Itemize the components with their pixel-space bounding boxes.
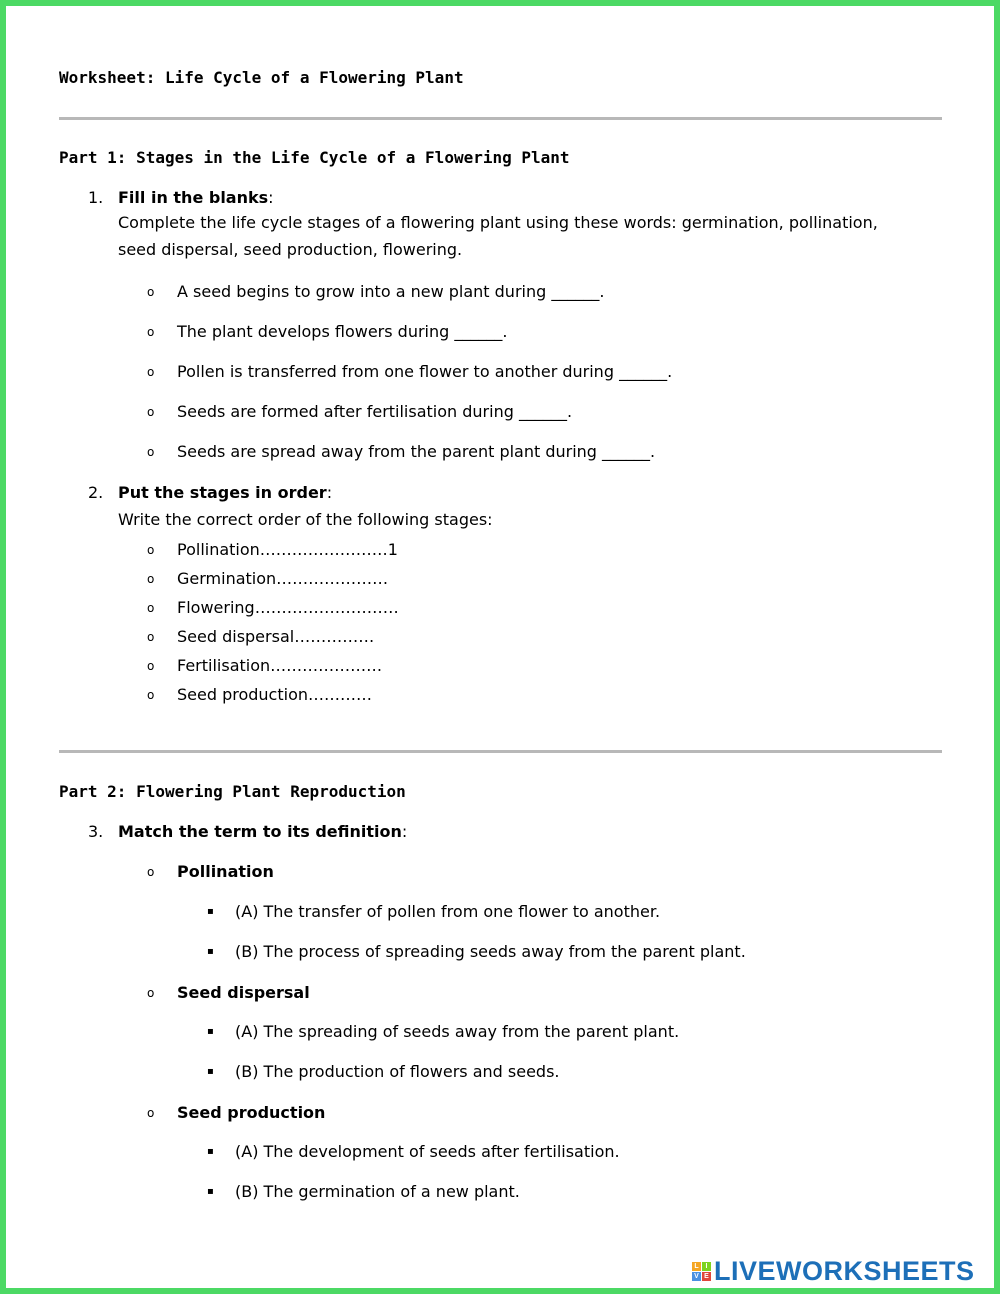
logo-letter: E xyxy=(702,1272,711,1281)
circle-bullet: o xyxy=(147,688,155,702)
circle-bullet: o xyxy=(147,325,155,339)
q1-blank-item-5: Seeds are spread away from the parent plant during ______. xyxy=(177,442,656,461)
page-title: Worksheet: Life Cycle of a Flowering Plant xyxy=(59,68,464,87)
q3-term-3-option-a: (A) The development of seeds after fertilisation. xyxy=(235,1142,620,1161)
q1-instructions-line2: seed dispersal, seed production, flowering. xyxy=(118,240,463,259)
circle-bullet: o xyxy=(147,445,155,459)
q1-blank-item-1: A seed begins to grow into a new plant during ______. xyxy=(177,282,605,301)
circle-bullet: o xyxy=(147,365,155,379)
q2-label: Put the stages in order xyxy=(118,483,327,502)
q1-blank-item-2: The plant develops flowers during ______. xyxy=(177,322,508,341)
q3-term-2: Seed dispersal xyxy=(177,983,310,1002)
circle-bullet: o xyxy=(147,865,155,879)
q3-term-3: Seed production xyxy=(177,1103,326,1122)
q2-number: 2. xyxy=(88,483,104,502)
square-bullet: ▪ xyxy=(207,906,214,917)
logo-letter: I xyxy=(702,1262,711,1271)
square-bullet: ▪ xyxy=(207,1146,214,1157)
q3-term-3-option-b: (B) The germination of a new plant. xyxy=(235,1182,520,1201)
q2-order-item-4: Seed dispersal…………… xyxy=(177,627,375,646)
liveworksheets-logo xyxy=(692,1256,975,1287)
circle-bullet: o xyxy=(147,1106,155,1120)
q1-instructions-line1: Complete the life cycle stages of a flowering plant using these words: germination, pollination, xyxy=(118,213,878,232)
q2-order-item-3: Flowering……………………… xyxy=(177,598,399,617)
q3-term-2-option-b: (B) The production of flowers and seeds. xyxy=(235,1062,560,1081)
q2-order-item-5: Fertilisation………………… xyxy=(177,656,383,675)
logo-text: LIVEWORKSHEETS xyxy=(714,1256,975,1286)
square-bullet: ▪ xyxy=(207,1066,214,1077)
q1-colon: : xyxy=(268,188,274,207)
q3-term-1-option-b: (B) The process of spreading seeds away from the parent plant. xyxy=(235,942,746,961)
q3-term-1-option-a: (A) The transfer of pollen from one flower to another. xyxy=(235,902,661,921)
part1-heading: Part 1: Stages in the Life Cycle of a Flowering Plant xyxy=(59,148,570,167)
circle-bullet: o xyxy=(147,630,155,644)
q2-colon: : xyxy=(326,483,333,502)
q3-heading xyxy=(118,822,407,841)
q2-order-item-6: Seed production………… xyxy=(177,685,372,704)
q2-order-item-2: Germination………………… xyxy=(177,569,389,588)
logo-mark-icon xyxy=(692,1262,711,1281)
q1-number: 1. xyxy=(88,188,104,207)
q2-heading xyxy=(118,483,332,502)
logo-letter: V xyxy=(692,1272,701,1281)
q3-number: 3. xyxy=(88,822,104,841)
square-bullet: ▪ xyxy=(207,1186,214,1197)
circle-bullet: o xyxy=(147,405,155,419)
square-bullet: ▪ xyxy=(207,1026,214,1037)
q3-term-2-option-a: (A) The spreading of seeds away from the parent plant. xyxy=(235,1022,680,1041)
divider xyxy=(59,750,942,753)
q2-order-item-1: Pollination……………………1 xyxy=(177,540,398,559)
q3-label: Match the term to its definition xyxy=(118,822,402,841)
q1-blank-item-4: Seeds are formed after fertilisation during ______. xyxy=(177,402,573,421)
part2-heading: Part 2: Flowering Plant Reproduction xyxy=(59,782,406,801)
circle-bullet: o xyxy=(147,572,155,586)
q1-heading xyxy=(118,188,274,207)
circle-bullet: o xyxy=(147,543,155,557)
q2-instructions: Write the correct order of the following stages: xyxy=(118,510,493,529)
q3-colon: : xyxy=(401,822,408,841)
circle-bullet: o xyxy=(147,601,155,615)
logo-letter: L xyxy=(692,1262,701,1271)
divider xyxy=(59,117,942,120)
square-bullet: ▪ xyxy=(207,946,214,957)
circle-bullet: o xyxy=(147,659,155,673)
q3-term-1: Pollination xyxy=(177,862,274,881)
q1-blank-item-3: Pollen is transferred from one flower to another during ______. xyxy=(177,362,673,381)
q1-label: Fill in the blanks xyxy=(118,188,269,207)
circle-bullet: o xyxy=(147,285,155,299)
circle-bullet: o xyxy=(147,986,155,1000)
